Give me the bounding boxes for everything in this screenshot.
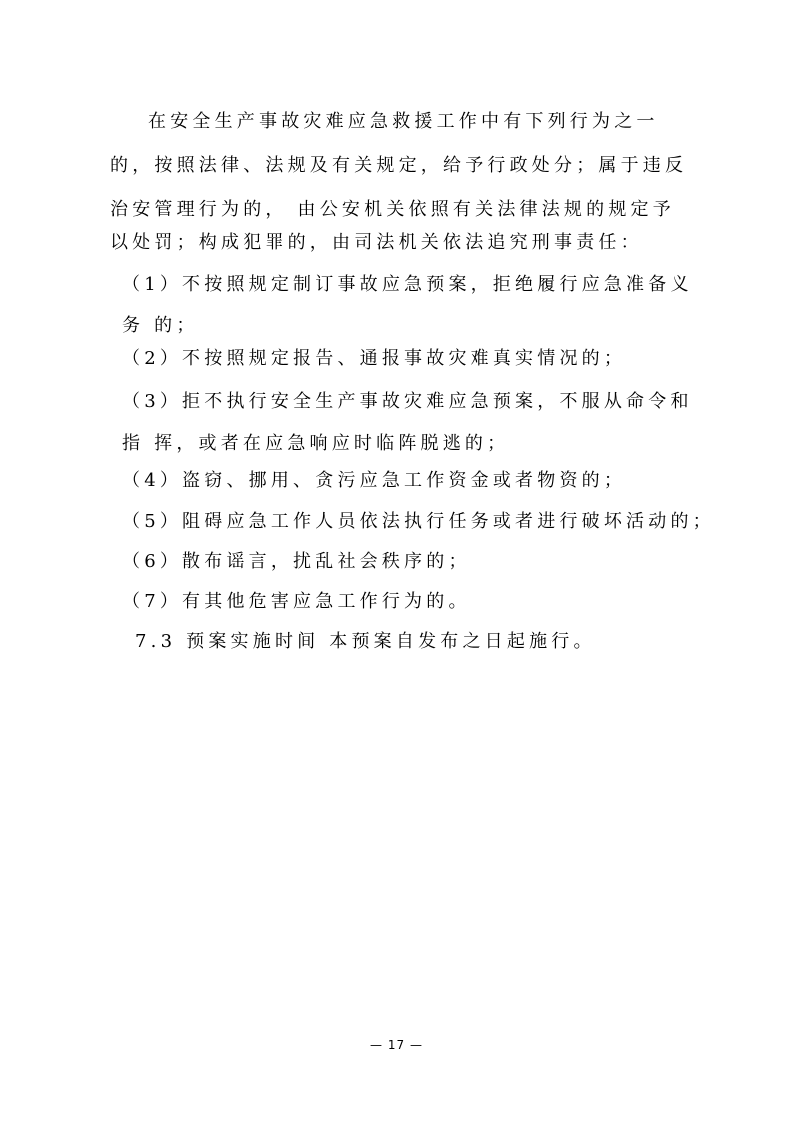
paragraph-line-2: 的，按照法律、法规及有关规定，给予行政处分；属于违反 bbox=[110, 155, 688, 176]
section-7-3: 7.3 预案实施时间 本预案自发布之日起施行。 bbox=[135, 631, 596, 652]
list-item-3-line-1: （3）拒不执行安全生产事故灾难应急预案，不服从命令和 bbox=[122, 391, 693, 412]
paragraph-line-4: 以处罚；构成犯罪的，由司法机关依法追究刑事责任： bbox=[110, 232, 643, 253]
list-item-6: （6）散布谣言，扰乱社会秩序的； bbox=[122, 551, 471, 572]
list-item-7: （7）有其他危害应急工作行为的。 bbox=[122, 591, 471, 612]
list-item-1-line-2: 务 的； bbox=[122, 315, 199, 336]
paragraph-line-1: 在安全生产事故灾难应急救援工作中有下列行为之一 bbox=[148, 111, 659, 132]
list-item-3-line-2: 指 挥，或者在应急响应时临阵脱逃的； bbox=[122, 433, 510, 454]
list-item-4: （4）盗窃、挪用、贪污应急工作资金或者物资的； bbox=[122, 470, 627, 491]
paragraph-line-3: 治安管理行为的， 由公安机关依照有关法律法规的规定予 bbox=[110, 199, 675, 220]
page-number: — 17 — bbox=[370, 1038, 423, 1052]
list-item-2: （2）不按照规定报告、通报事故灾难真实情况的； bbox=[122, 348, 627, 369]
list-item-5: （5）阻碍应急工作人员依法执行任务或者进行破坏活动的； bbox=[122, 511, 715, 532]
list-item-1-line-1: （1）不按照规定制订事故应急预案，拒绝履行应急准备义 bbox=[122, 274, 693, 295]
